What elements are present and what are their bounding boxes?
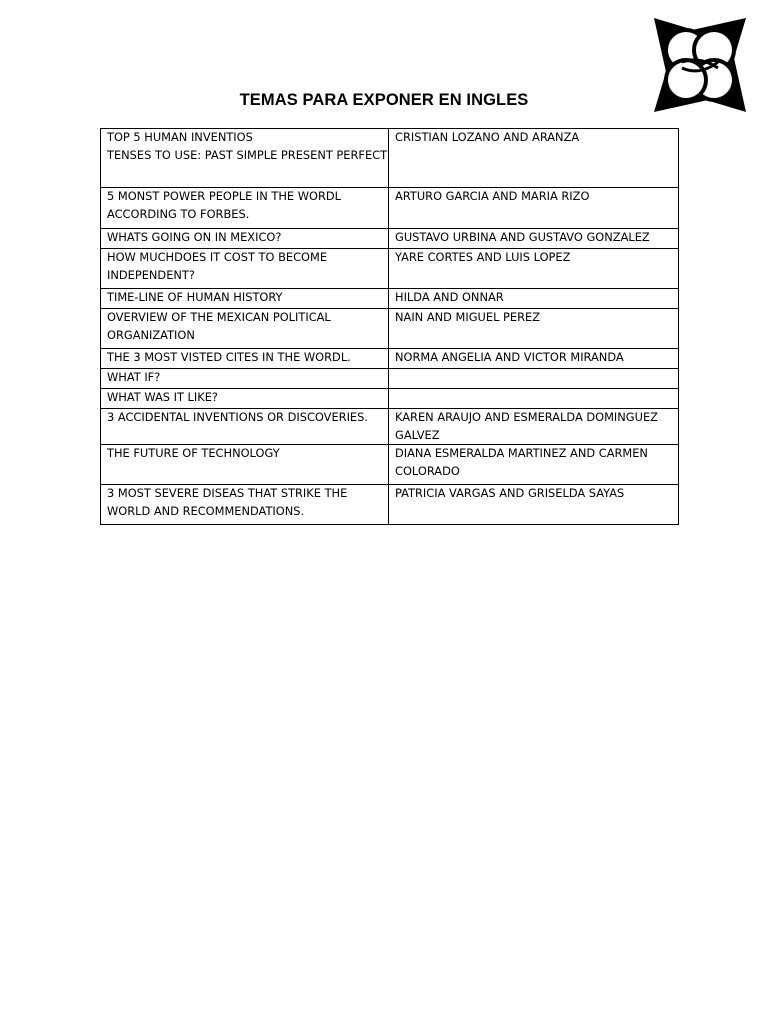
table-row bbox=[101, 249, 679, 289]
team-text: ARTURO GARCIA AND MARIA RIZO bbox=[395, 189, 590, 203]
topic-text: WHAT IF? bbox=[107, 370, 161, 384]
topic-text: 3 MOST SEVERE DISEAS THAT STRIKE THE bbox=[107, 486, 348, 500]
team-text: COLORADO bbox=[395, 463, 460, 478]
team-cell bbox=[389, 289, 679, 309]
team-cell bbox=[389, 129, 679, 188]
topic-cell bbox=[101, 289, 389, 309]
team-cell bbox=[389, 485, 679, 525]
topic-cell bbox=[101, 409, 389, 445]
team-cell bbox=[389, 249, 679, 289]
team-text: GALVEZ bbox=[395, 427, 440, 442]
team-text: NAIN AND MIGUEL PEREZ bbox=[395, 310, 541, 324]
team-cell bbox=[389, 229, 679, 249]
topic-text: 3 ACCIDENTAL INVENTIONS OR DISCOVERIES. bbox=[107, 410, 368, 424]
topic-cell bbox=[101, 309, 389, 349]
table-row bbox=[101, 229, 679, 249]
team-text: KAREN ARAUJO AND ESMERALDA DOMINGUEZ bbox=[395, 410, 658, 424]
topic-text: WORLD AND RECOMMENDATIONS. bbox=[107, 503, 305, 518]
team-text: HILDA AND ONNAR bbox=[395, 290, 504, 304]
topic-cell bbox=[101, 485, 389, 525]
topic-text: OVERVIEW OF THE MEXICAN POLITICAL bbox=[107, 310, 331, 324]
topic-cell bbox=[101, 369, 389, 389]
team-text: PATRICIA VARGAS AND GRISELDA SAYAS bbox=[395, 486, 625, 500]
team-cell bbox=[389, 409, 679, 445]
team-cell bbox=[389, 188, 679, 229]
table-row bbox=[101, 485, 679, 525]
topic-text: TENSES TO USE: PAST SIMPLE PRESENT PERFECT bbox=[107, 147, 388, 162]
table-row bbox=[101, 389, 679, 409]
team-text: DIANA ESMERALDA MARTINEZ AND CARMEN bbox=[395, 446, 648, 460]
team-cell bbox=[389, 349, 679, 369]
topic-text: TIME-LINE OF HUMAN HISTORY bbox=[107, 290, 283, 304]
topic-cell bbox=[101, 188, 389, 229]
topic-cell bbox=[101, 249, 389, 289]
table-row bbox=[101, 445, 679, 485]
topic-cell bbox=[101, 229, 389, 249]
topic-cell bbox=[101, 349, 389, 369]
topic-text: INDEPENDENT? bbox=[107, 267, 195, 282]
team-cell bbox=[389, 389, 679, 409]
table-row bbox=[101, 349, 679, 369]
topic-text: HOW MUCHDOES IT COST TO BECOME bbox=[107, 250, 328, 264]
topic-cell bbox=[101, 445, 389, 485]
table-row bbox=[101, 129, 679, 188]
table-row bbox=[101, 289, 679, 309]
topic-text: TOP 5 HUMAN INVENTIOS bbox=[107, 130, 253, 144]
topic-text: WHATS GOING ON IN MEXICO? bbox=[107, 230, 282, 244]
team-cell bbox=[389, 445, 679, 485]
table-row bbox=[101, 309, 679, 349]
topic-text: THE 3 MOST VISTED CITES IN THE WORDL. bbox=[107, 350, 351, 364]
topic-text: 5 MONST POWER PEOPLE IN THE WORDL bbox=[107, 189, 341, 203]
team-cell bbox=[389, 369, 679, 389]
team-text: GUSTAVO URBINA AND GUSTAVO GONZALEZ bbox=[395, 230, 650, 244]
team-text: CRISTIAN LOZANO AND ARANZA bbox=[395, 130, 580, 144]
topic-cell bbox=[101, 389, 389, 409]
team-text: YARE CORTES AND LUIS LOPEZ bbox=[395, 250, 571, 264]
document-title: TEMAS PARA EXPONER EN INGLES bbox=[239, 91, 529, 109]
table-row bbox=[101, 409, 679, 445]
topic-text: ACCORDING TO FORBES. bbox=[107, 206, 250, 221]
topic-text: THE FUTURE OF TECHNOLOGY bbox=[107, 446, 280, 460]
team-cell bbox=[389, 309, 679, 349]
topics-table bbox=[100, 128, 679, 525]
table-row bbox=[101, 369, 679, 389]
table-row bbox=[101, 188, 679, 229]
topic-cell bbox=[101, 129, 389, 188]
team-text: NORMA ANGELIA AND VICTOR MIRANDA bbox=[395, 350, 624, 364]
topic-text: WHAT WAS IT LIKE? bbox=[107, 390, 218, 404]
topic-text: ORGANIZATION bbox=[107, 327, 195, 342]
